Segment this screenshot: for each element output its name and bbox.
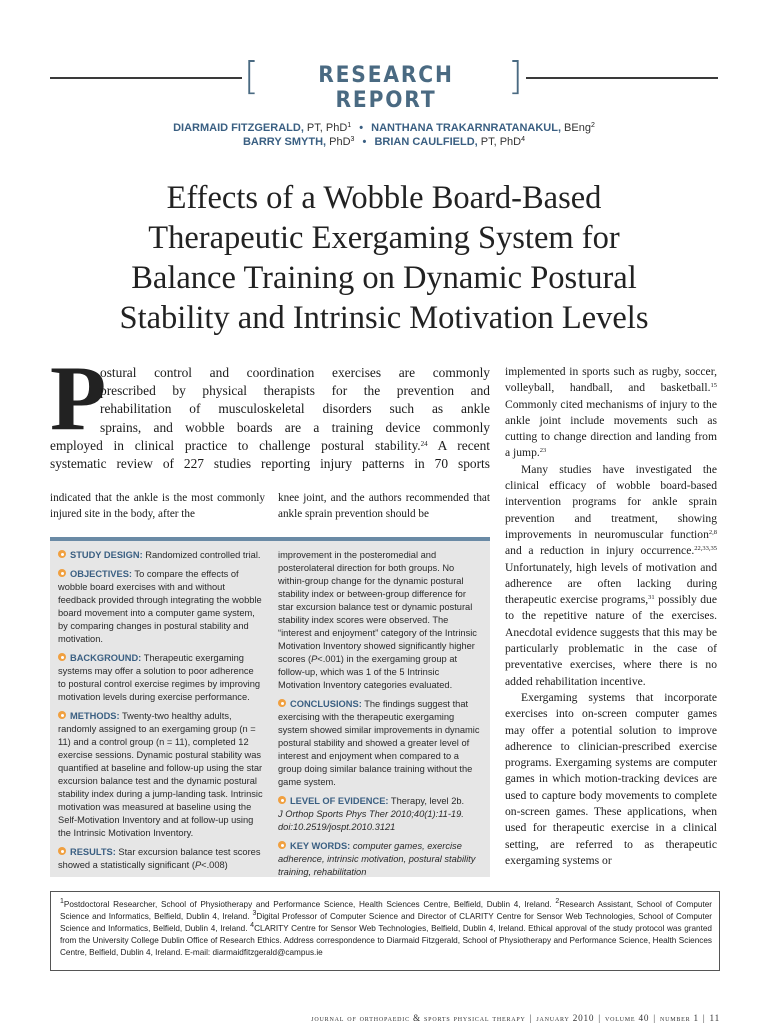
title-line: Balance Training on Dynamic Postural [131,260,637,296]
journal-name: journal of orthopaedic & sports physical therapy [311,1013,526,1023]
author-credentials: PT, PhD [303,122,348,134]
abstract-text: The findings suggest that exercising with the therapeutic exergaming system showed similar improvements in dynamic postural stability and showed a greater level of interest and enjoyment when compared to a group doing similar balance training without the game system. [278,699,480,787]
header-bracket-right: ] [508,54,523,98]
abstract-label: METHODS: [70,711,120,721]
affiliation-mark: 4 [250,922,255,929]
footnote-text: CLARITY Centre for Sensor Web Technologies, Belfield, Dublin 4, Ireland. Ethical approval of the study protocol was granted from the University College Dublin Office of Research Ethics. Address correspondence to Diarmaid Fitzgerald, School of Physiotherapy and Performance Science, Health Sciences Centre, Belfield, Dublin 4, Ireland. E-mail: diarmaidfitzgerald@campus.ie [60,924,712,957]
author-separator: • [362,136,367,148]
paragraph-text: Commonly cited mechanisms of injury to the ankle joint include movements such as cutting to change direction and landing from a jump. [505,397,717,460]
citation-ref: 31 [648,594,655,602]
body-text-col1: indicated that the ankle is the most commonly injured site in the body, after the [50,492,265,520]
footer-separator: | [529,1013,533,1023]
abstract-label: KEY WORDS: [290,841,351,851]
intro-line: employed in clinical practice to challenge postural stability. [50,437,421,453]
affiliation-mark: 2 [590,122,595,129]
affiliation-mark: 3 [350,136,355,143]
abstract-text: To compare the effects of wobble board exercises with and without feedback provided through integrating the wobble board movement into a computer game system, by comparing changes in postural stability and motivation. [58,569,262,644]
abstract-text: <.001) in the exergaming group at follow-up, which was 1 of the 5 Intrinsic Motivation Inventory categories evaluated. [278,654,458,690]
journal-footer [210,1013,720,1023]
bullet-icon [58,569,66,577]
keywords: computer games, exercise adherence, intrinsic motivation, postural stability training, rehabilitation [278,841,476,877]
paragraph-text: possibly due to the repetitive nature of the exercises. Anecdotal evidence suggests that this may be particularly problematic in the case of preventative exercises, where there is no added rehabilitation incentive. [505,593,717,688]
footer-separator: | [653,1013,656,1023]
abstract-text: Randomized controlled trial. [142,550,261,560]
paragraph-text: and a reduction in injury occurrence. [505,544,695,558]
abstract-label: BACKGROUND: [70,653,142,663]
abstract-text: Twenty-two healthy adults, randomly assigned to an exergaming group (n = 11) and a control group (n = 11), completed 12 exercise sessions. Dynamic postural stability was quantified at baseline and follow-up using the star excursion balance test and the dynamic postural stability index during a jump-landing task. Intrinsic motivation was measured at baseline using the Self-Motivation Inventory and at follow-up using the Intrinsic Motivation Inventory. [58,711,263,838]
author-separator: • [359,122,364,134]
abstract-text: <.008) [201,860,228,870]
bullet-icon [58,711,66,719]
body-text-col2: knee joint, and the authors recommended that ankle sprain prevention should be [278,492,490,520]
bullet-icon [58,847,66,855]
header-rule-left [50,77,242,79]
page-number: 11 [709,1013,720,1023]
intro-line: systematic review of 227 studies reporting injury patterns in 70 sports [50,456,490,472]
abstract-label: RESULTS: [70,847,116,857]
affiliation-mark: 1 [60,898,64,905]
abstract-label: LEVEL OF EVIDENCE: [290,796,389,806]
affiliation-mark: 1 [347,122,352,129]
footnote-text: Research Assistant, School of Computer Science and Informatics, Belfield, Dublin 4, Ireland. [60,900,713,921]
footnote-text: Postdoctoral Researcher, School of Physiotherapy and Performance Science, Health Sciences Centre, Belfield, Dublin 4, Ireland. [63,900,556,909]
citation-ref: 15 [710,382,717,390]
author-credentials: BEng [561,122,591,134]
author-credentials: PhD [326,136,351,148]
footnote-box [50,891,720,971]
abstract-text: Therapy, level 2b. [388,796,465,806]
author-name: BRIAN CAULFIELD, [374,136,478,148]
title-line: Stability and Intrinsic Motivation Levels [119,300,649,336]
bullet-icon [278,841,286,849]
citation-ref: 22,33,35 [694,545,717,553]
intro-line: A recent [427,437,490,453]
citation-ref: 2,8 [708,528,717,536]
abstract-label: STUDY DESIGN: [70,550,143,560]
footnote-text: Digital Professor of Computer Science and Director of CLARITY Centre for Sensor Web Technologies, School of Computer Science and Informatics, Belfield, Dublin 4, Ireland. [60,912,712,933]
intro-line: rehabilitation of musculoskeletal disorders such as ankle [100,401,490,417]
abstract-column-left [58,549,264,878]
title-line: Therapeutic Exergaming System for [148,220,620,256]
section-label: RESEARCH REPORT [318,63,454,113]
author-name: BARRY SMYTH, [242,136,327,148]
affiliation-mark: 2 [555,898,560,905]
author-name: NANTHANA TRAKARNRATANAKUL, [371,122,561,134]
p-value-symbol: P [311,654,318,664]
author-name: DIARMAID FITZGERALD, [173,122,304,134]
body-text-col3 [505,364,717,869]
affiliation-mark: 4 [521,136,526,143]
issue-date: january 2010 [536,1013,595,1023]
header-bracket-left: [ [244,54,259,98]
paragraph-text: Many studies have investigated the clinical efficacy of wobble board-based intervention programs for ankle sprain prevention and treatment, showing improvements in neuromuscular function [505,462,717,541]
affiliation-mark: 3 [252,910,257,917]
issue-number: number 1 [659,1013,699,1023]
paragraph-text: Unfortunately, high levels of motivation and adherence are often lacking during therapeutic exercise programs, [505,560,717,607]
intro-line: ostural control and coordination exercises are commonly [100,365,490,380]
author-credentials: PT, PhD [477,136,522,148]
bullet-icon [58,550,66,558]
p-value-symbol: P [194,860,202,870]
bullet-icon [58,653,66,661]
abstract-text: Therapeutic exergaming systems may offer a solution to poor adherence to postural control exercise regimes by improving motivation levels during exercise performance. [58,653,261,702]
footer-separator: | [598,1013,601,1023]
paragraph-text: Exergaming systems that incorporate exercises into on-screen computer games may offer a potential solution to improve adherence to clinician-prescribed exercise programs. Exergaming systems are computer games in which motion-tracking devices are used to capture body movements to complete on-screen games. These applications, when used for therapeutic exercise in a clinical setting, are referred to as therapeutic exergaming systems or [505,690,717,867]
author-list [60,121,708,149]
article-title [40,178,728,338]
paragraph-text: implemented in sports such as rugby, soccer, volleyball, handball, and basketball. [505,365,717,395]
header-rule-right [526,77,718,79]
intro-line: prescribed by physical therapists for the prevention and [100,383,490,399]
citation-ref: 23 [539,447,547,455]
abstract-box [50,537,490,877]
bullet-icon [278,699,286,707]
bullet-icon [278,796,286,804]
intro-paragraph [50,364,490,473]
journal-citation: J Orthop Sports Phys Ther 2010;40(1):11-19. doi:10.2519/jospt.2010.3121 [278,809,464,832]
abstract-text: improvement in the posteromedial and posterolateral direction for both groups. No within-group change for the dynamic postural stability index or between-group difference for star excursion balance test or dynamic postural stability index scores were observed. The “interest and enjoyment” category of the Intrinsic Motivation Inventory showed significantly higher scores ( [278,550,477,664]
volume: volume 40 [604,1013,650,1023]
abstract-text: Star excursion balance test scores showed a statistically significant ( [58,847,261,870]
footer-separator: | [702,1013,706,1023]
drop-cap: P [50,347,107,449]
abstract-column-right [278,549,482,885]
abstract-label: OBJECTIVES: [70,569,132,579]
citation-ref: 24 [420,439,428,448]
abstract-label: CONCLUSIONS: [290,699,362,709]
title-line: Effects of a Wobble Board-Based [166,180,602,216]
affiliations-footnote [60,899,712,959]
intro-line: sprains, and wobble boards are a training device commonly [100,419,490,435]
